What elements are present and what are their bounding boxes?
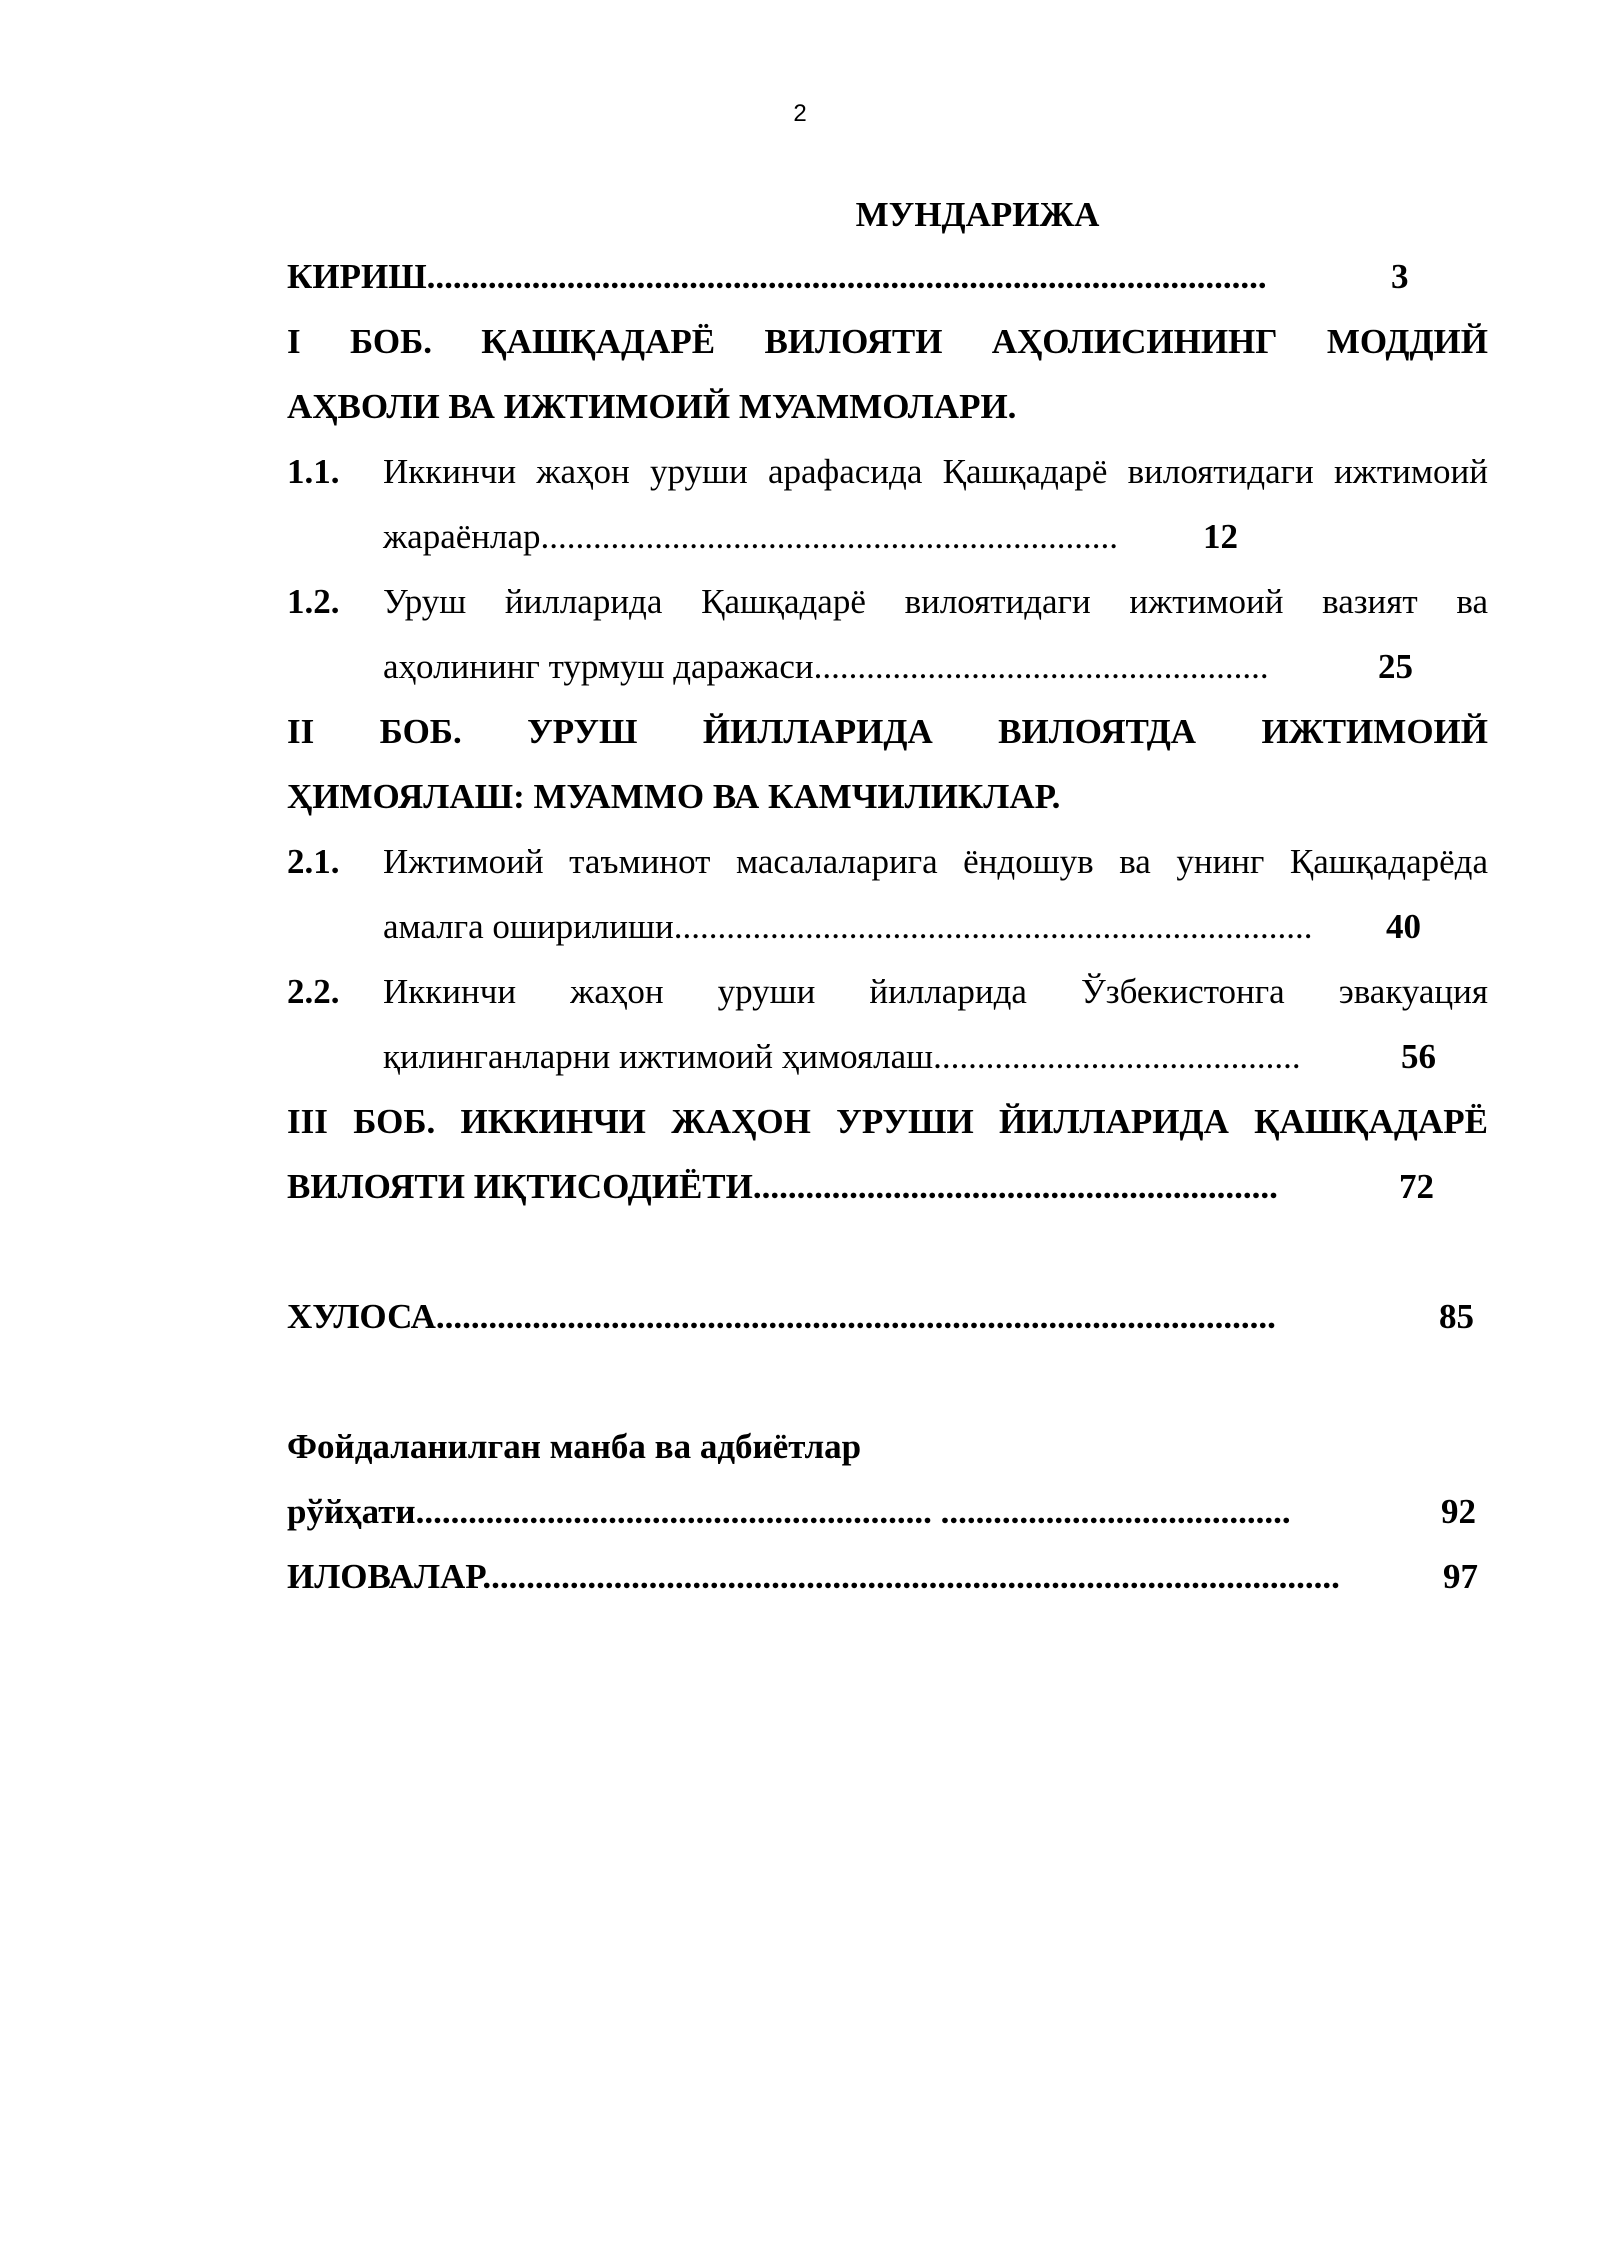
toc-page-number: 3 <box>1387 244 1409 309</box>
toc-entry-appendix[interactable] <box>287 1544 1488 1609</box>
toc-page-number: 12 <box>1199 504 1238 569</box>
toc-section-title-cont: аҳолининг турмуш даражаси <box>383 647 814 686</box>
toc-chapter-1-line-1[interactable]: I БОБ. ҚАШҚАДАРЁ ВИЛОЯТИ АҲОЛИСИНИНГ МОДДИЙ <box>287 322 1488 361</box>
toc-entry-2-1-cont[interactable] <box>287 894 1488 959</box>
toc-page-number: 97 <box>1439 1544 1478 1609</box>
toc-entry-label: ХУЛОСА <box>287 1297 436 1336</box>
toc-section-title-cont: амалга оширилиши <box>383 907 674 946</box>
toc-section-title-cont: жараёнлар <box>383 517 541 556</box>
toc-entry-label: ИЛОВАЛАР <box>287 1557 483 1596</box>
toc-chapter-2-line-2[interactable]: ҲИМОЯЛАШ: МУАММО ВА КАМЧИЛИКЛАР. <box>287 777 1061 816</box>
toc-page-number: 92 <box>1437 1479 1476 1544</box>
toc-entry-sources-cont[interactable] <box>287 1479 1488 1544</box>
toc-entry-label: рўйҳати <box>287 1492 416 1531</box>
toc-section-title: Уруш йилларида Қашқадарё вилоятидаги ижтимоий вазият ва <box>383 582 1488 621</box>
toc-leader-dots: ................................................................................................ <box>426 257 1267 296</box>
toc-leader-dots: .................................................... <box>813 647 1269 686</box>
toc-leader-dots: ........................................................... ........................................ <box>415 1492 1291 1531</box>
toc-page-number: 85 <box>1435 1284 1474 1349</box>
toc-entry-1-1-cont[interactable] <box>287 504 1488 569</box>
toc-leader-dots: .................................................................. <box>540 517 1119 556</box>
table-of-contents <box>287 186 1488 1609</box>
toc-leader-dots: ................................................................................................ <box>435 1297 1276 1336</box>
toc-entry-sources[interactable]: Фойдаланилган манба ва адбиётлар <box>287 1427 862 1466</box>
toc-section-title: Ижтимоий таъминот масалаларига ёндошув ва унинг Қашқадарёда <box>383 842 1488 881</box>
toc-entry-2-1[interactable] <box>287 829 1488 894</box>
toc-entry-label: КИРИШ <box>287 257 427 296</box>
toc-entry-2-2[interactable] <box>287 959 1488 1024</box>
toc-leader-dots: ............................................................ <box>752 1167 1278 1206</box>
toc-section-title: Иккинчи жаҳон уруши йилларида Ўзбекистонга эвакуация <box>383 972 1488 1011</box>
toc-chapter-2-line-1[interactable]: II БОБ. УРУШ ЙИЛЛАРИДА ВИЛОЯТДА ИЖТИМОИЙ <box>287 712 1488 751</box>
toc-chapter-1-line-2[interactable]: АҲВОЛИ ВА ИЖТИМОИЙ МУАММОЛАРИ. <box>287 387 1017 426</box>
toc-leader-dots: .......................................... <box>933 1037 1301 1076</box>
toc-chapter-title-cont: ВИЛОЯТИ ИҚТИСОДИЁТИ <box>287 1167 753 1206</box>
toc-page-number: 72 <box>1395 1154 1434 1219</box>
toc-page-number: 40 <box>1382 894 1421 959</box>
toc-section-title: Иккинчи жаҳон уруши арафасида Қашқадарё вилоятидаги ижтимоий <box>383 452 1488 491</box>
toc-section-number: 2.2. <box>287 972 340 1011</box>
toc-section-number: 1.1. <box>287 452 340 491</box>
toc-section-number: 2.1. <box>287 842 340 881</box>
toc-title: МУНДАРИЖА <box>855 195 1100 234</box>
toc-entry-2-2-cont[interactable] <box>287 1024 1488 1089</box>
toc-entry-1-1[interactable] <box>287 439 1488 504</box>
toc-page-number: 25 <box>1374 634 1413 699</box>
page-number: 2 <box>793 100 807 127</box>
toc-chapter-3-line-2[interactable] <box>287 1154 1488 1219</box>
toc-section-number: 1.2. <box>287 582 340 621</box>
toc-entry-conclusion[interactable] <box>287 1284 1488 1349</box>
toc-leader-dots: ......................................................................... <box>673 907 1313 946</box>
toc-page-number: 56 <box>1397 1024 1436 1089</box>
toc-entry-intro[interactable] <box>287 244 1488 309</box>
toc-entry-1-2-cont[interactable] <box>287 634 1488 699</box>
toc-entry-1-2[interactable] <box>287 569 1488 634</box>
toc-leader-dots: .................................................................................................. <box>482 1557 1340 1596</box>
toc-chapter-3-line-1[interactable]: III БОБ. ИККИНЧИ ЖАҲОН УРУШИ ЙИЛЛАРИДА ҚАШҚАДАРЁ <box>287 1102 1488 1141</box>
toc-section-title-cont: қилинганларни ижтимоий ҳимоялаш <box>383 1037 934 1076</box>
